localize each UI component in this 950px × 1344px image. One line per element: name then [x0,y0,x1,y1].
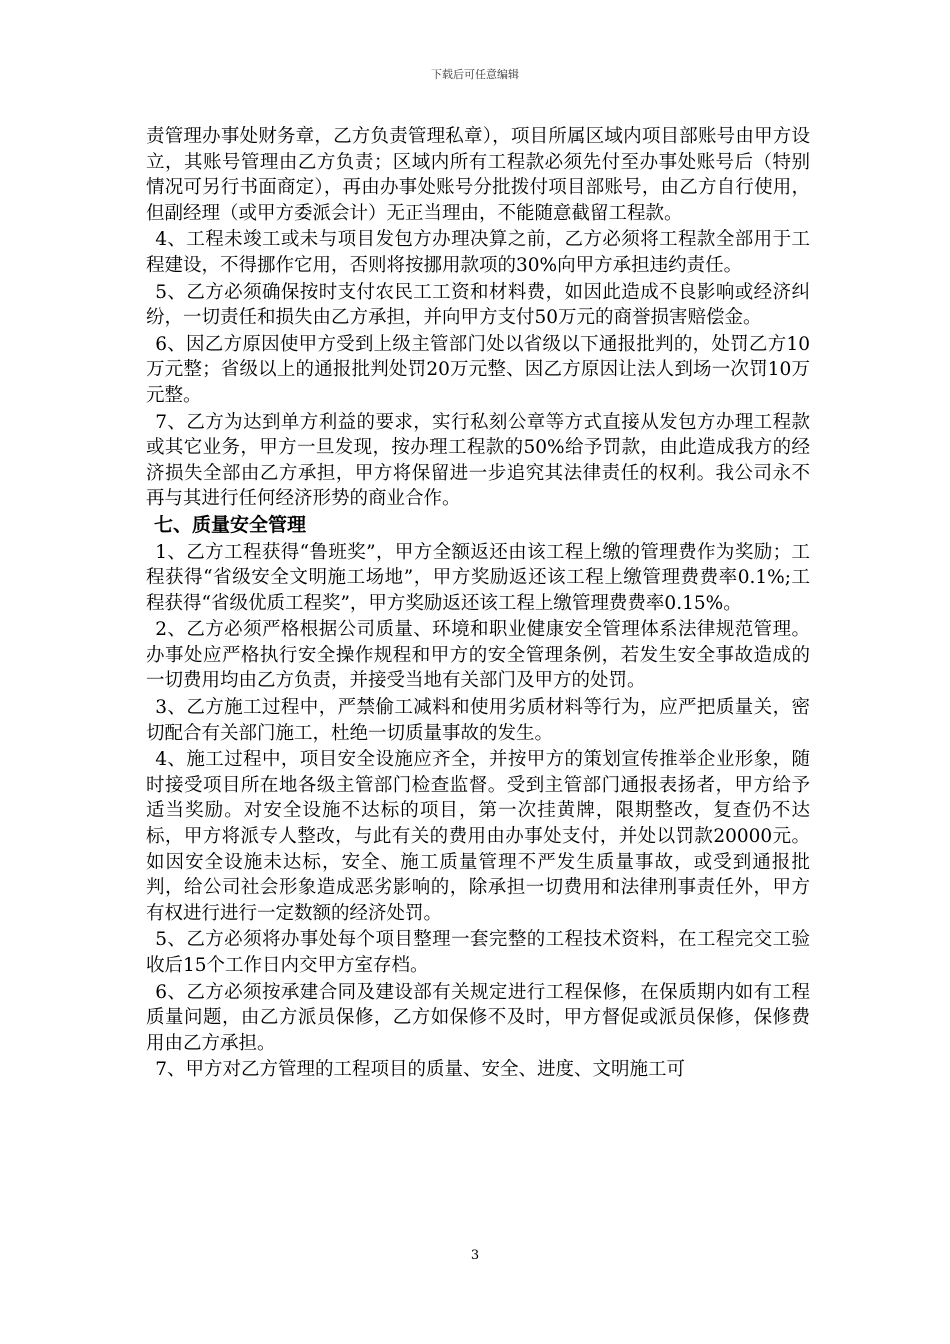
paragraph: 2、乙方必须严格根据公司质量、环境和职业健康安全管理体系法律规范管理。办事处应严格执行安全操作规程和甲方的安全管理条例，若发生安全事故造成的一切费用均由乙方负责，并接受当地有关部门及甲方的处罚。 [146,619,810,692]
paragraph: 7、乙方为达到单方利益的要求，实行私刻公章等方式直接从发包方办理工程款或其它业务，甲方一旦发现，按办理工程款的50%给予罚款，由此造成我方的经济损失全部由乙方承担，甲方将保留进一步追究其法律责任的权利。我公司永不再与其进行任何经济形势的商业合作。 [146,411,810,510]
page-header: 下载后可任意编辑 [431,68,519,81]
document-body [146,124,810,1084]
page-number: 3 [470,1248,480,1263]
paragraph: 7、甲方对乙方管理的工程项目的质量、安全、进度、文明施工可 [155,1059,686,1081]
paragraph: 5、乙方必须确保按时支付农民工工资和材料费，如因此造成不良影响或经济纠纷，一切责任和损失由乙方承担，并向甲方支付50万元的商誉损害赔偿金。 [146,281,810,329]
paragraph: 责管理办事处财务章，乙方负责管理私章），项目所属区域内项目部账号由甲方设立，其账号管理由乙方负责；区域内所有工程款必须先付至办事处账号后（特别情况可另行书面商定），再由办事处账号分批拨付项目部账号，由乙方自行使用，但副经理（或甲方委派会计）无正当理由，不能随意截留工程款。 [146,126,810,224]
paragraph: 3、乙方施工过程中，严禁偷工减料和使用劣质材料等行为，应严把质量关，密切配合有关部门施工，杜绝一切质量事故的发生。 [146,697,810,744]
paragraph: 1、乙方工程获得“鲁班奖”，甲方全额返还由该工程上缴的管理费作为奖励；工程获得“省级安全文明施工场地”，甲方奖励返还该工程上缴管理费费率0.1%;工程获得“省级优质工程奖”，甲方奖励返还该工程上缴管理费费率0.15%。 [146,541,810,614]
paragraph: 6、因乙方原因使甲方受到上级主管部门处以省级以下通报批判的，处罚乙方10万元整；省级以上的通报批判处罚20万元整、因乙方原因让法人到场一次罚10万元整。 [146,333,810,406]
paragraph: 5、乙方必须将办事处每个项目整理一套完整的工程技术资料，在工程完交工验收后15个工作日内交甲方室存档。 [146,929,810,976]
paragraph: 4、施工过程中，项目安全设施应齐全，并按甲方的策划宣传推举企业形象，随时接受项目所在地各级主管部门检查监督。受到主管部门通报表扬者，甲方给予适当奖励。对安全设施不达标的项目，第一次挂黄牌，限期整改，复查仍不达标，甲方将派专人整改，与此有关的费用由办事处支付，并处以罚款20000元。如因安全设施未达标，安全、施工质量管理不严发生质量事故，或受到通报批判，给公司社会形象造成恶劣影响的，除承担一切费用和法律刑事责任外，甲方有权进行进行一定数额的经济处罚。 [146,749,810,924]
paragraph: 6、乙方必须按承建合同及建设部有关规定进行工程保修，在保质期内如有工程质量问题，由乙方派员保修，乙方如保修不及时，甲方督促或派员保修，保修费用由乙方承担。 [146,981,810,1054]
section-heading: 七、质量安全管理 [154,513,307,536]
paragraph: 4、工程未竣工或未与项目发包方办理决算之前，乙方必须将工程款全部用于工程建设，不得挪作它用，否则将按挪用款项的30%向甲方承担违约责任。 [146,229,810,276]
